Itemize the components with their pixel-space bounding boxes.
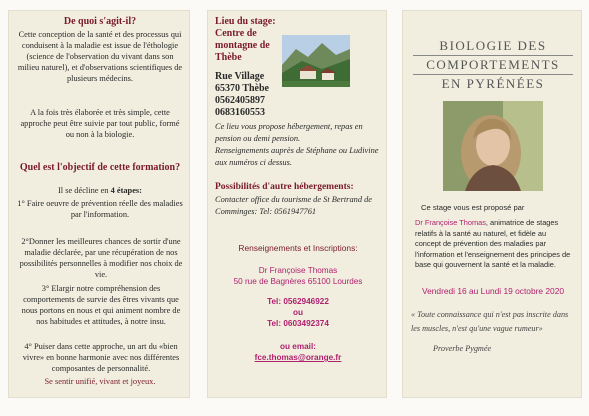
lodging-info: Ce lieu vous propose hébergement, repas en pension ou demi pension. [215,122,363,143]
email-label: ou email: [280,342,316,351]
contact-phone-1: Tel: 0562946922 [267,297,329,306]
panel-venue [207,10,387,398]
phone-block [208,296,387,329]
portrait-photo-icon [443,101,543,191]
heading-objective: Quel est l'objectif de cette formation? [19,162,181,173]
contact-name: Dr Françoise Thomas [258,266,338,275]
phone-2: 0683160553 [215,107,265,118]
presenter-description: , animatrice de stages relatifs à la santé au naturel, et fidèle au concept de prévention des maladies par l'information et l'enseignement des principes de base qui gouvernent la santé et la maladie. [415,218,571,269]
contact-address: 50 rue de Bagnères 65100 Lourdes [233,277,363,286]
title-line-3: EN PYRÉNÉES [441,76,545,91]
address-line-1: Rue Village [215,71,265,82]
proverb-source: Proverbe Pygmée [433,344,492,353]
steps-count: 4 étapes: [110,186,142,195]
lodging-contact: Renseignements auprès de Stéphane ou Ludivine aux numéros ci dessus. [215,146,379,167]
quote: « Toute connaissance qui n'est pas inscrite dans les muscles, n'est qu'une vague rumeur» [411,310,569,333]
mountain-village-photo-icon [282,35,350,87]
email-block [208,341,387,363]
title-line-2: COMPORTEMENTS [413,55,573,75]
step-2: 2°Donner les meilleures chances de sortir d'une maladie déclarée, par une récupération de nos possibilités personnelles à modifier nos choix de vie. [19,237,183,279]
venue-address [215,71,269,119]
address-line-2: 65370 Thèbe [215,83,269,94]
event-dates: Vendredi 16 au Lundi 19 octobre 2020 [421,286,565,296]
or-separator: ou [292,308,303,317]
panel-cover [402,10,582,398]
cover-title [403,37,582,93]
step-4: 4° Puiser dans cette approche, un art du «bien vivre» en bonne harmonie avec nos différentes composantes de personnalité. [22,342,180,373]
paragraph-definition: Cette conception de la santé et des processus qui conduisent à la maladie est issue de l'éthologie (science de l'observation du vivant dans son milieu naturel), et d'observations scientifiques de plusieurs médecins. [17,30,183,83]
steps-intro-text: Il se décline en [58,186,109,195]
email-link[interactable]: fce.thomas@orange.fr [254,353,342,362]
closing-line: Se sentir unifié, vivant et joyeux. [44,377,156,386]
step-3: 3° Elargir notre compréhension des comportements de survie des êtres vivants que nous portons en nous et qui animent nombre de nos habitudes et attitudes, à notre insu. [21,284,181,326]
contact-phone-2: Tel: 0603492374 [267,319,329,328]
other-lodging-heading: Possibilités d'autre hébergements: [215,182,354,192]
venue-label: Lieu du stage: [215,16,276,27]
step-1: 1° Faire oeuvre de prévention réelle des maladies par l'information. [17,199,183,219]
venue-place: Centre de montagne de Thèbe [215,28,270,63]
presenter-bio [415,218,573,271]
contact-block [208,265,387,287]
steps-intro [17,185,183,196]
heading-what-is-it: De quoi s'agit-il? [63,16,137,27]
other-lodging-text: Contacter office du tourisme de St Bertrand de Comminges: Tel: 0561947761 [215,195,373,216]
paragraph-approach: A la fois très élaborée et très simple, cette approche peut être suivie par tout public, formé ou non à la biologie. [20,108,180,139]
presenter-name: Dr Françoise Thomas [415,218,486,227]
panel-what-is-it [8,10,190,398]
proposed-by: Ce stage vous est proposé par [421,203,525,212]
title-line-1: BIOLOGIE DES [439,38,547,53]
phone-1: 0562405897 [215,95,265,106]
registration-heading: Renseignements et Inscriptions: [238,243,358,253]
